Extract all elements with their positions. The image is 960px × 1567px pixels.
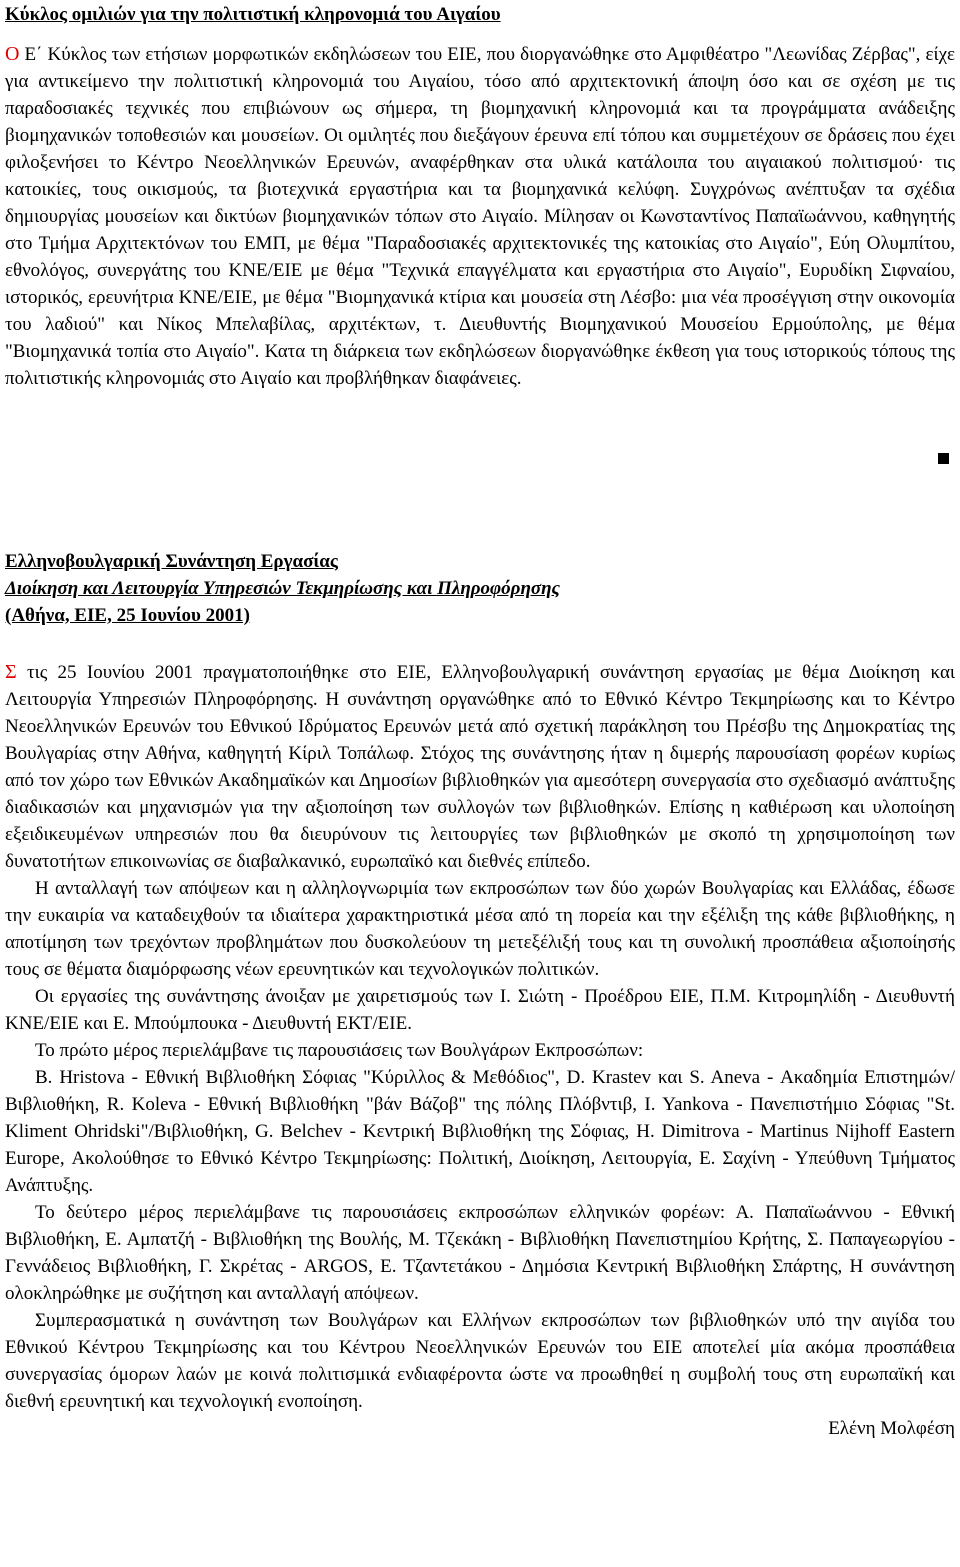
section1-dropcap: Ο	[5, 43, 20, 65]
section2-dropcap: Σ	[5, 661, 17, 683]
section1-title: Κύκλος ομιλιών για την πολιτιστική κληρονομιά του Αιγαίου	[5, 4, 501, 25]
section2-paragraph: Το πρώτο μέρος περιελάμβανε τις παρουσιάσεις των Βουλγάρων Εκπροσώπων:	[35, 1040, 644, 1061]
section2-subtitle: Διοίκηση και Λειτουργία Υπηρεσιών Τεκμηρίωσης και Πληροφόρησης	[5, 578, 561, 599]
author-signature: Ελένη Μολφέση	[828, 1418, 955, 1439]
section2-paragraph-text: τις 25 Ιουνίου 2001 πραγματοποιήθηκε στο ΕΙΕ, Ελληνοβουλγαρική συνάντηση εργασίας με θέμα Διοίκηση και Λειτουργία Υπηρεσιών Πληροφόρησης. Η συνάντηση οργανώθηκε από το Εθνικό Κέντρο Τεκμηρίωσης και το Κέντρο Νεοελληνικών Ερευνών του Εθνικού Ιδρύματος Ερευνών μετά από σχετική παράκληση του Πρέσβυ της Δημοκρατίας της Βουλγαρίας στην Αθήνα, καθηγητή Κίριλ Τοπάλωφ. Στόχος της συνάντησης ήταν η διμερής παρουσίαση φορέων κυρίως από τον χώρο των Εθνικών Ακαδημαϊκών και Δημοσίων βιβλιοθηκών για αμεσότερη συνεργασία στο σχεδιασμό ανάπτυξης διαδικασιών και μηχανισμών για την αξιοποίηση των συλλογών των βιβλιοθηκών. Επίσης η καθιέρωση και υλοποίηση εξειδικευμένων υπηρεσιών που θα διευρύνουν τις λειτουργίες των βιβλιοθηκών με σκοπό τη χρησιμοποίηση των δυνατοτήτων επικοινωνίας σε διαβαλκανικό, ευρωπαϊκό και διεθνές επίπεδο.	[5, 662, 956, 872]
section2-body	[5, 659, 955, 1442]
section2-paragraph: Η ανταλλαγή των απόψεων και η αλληλογνωριμία των εκπροσώπων των δύο χωρών Βουλγαρίας και Ελλάδας, έδωσε την ευκαιρία να καταδειχθούν τα ιδιαίτερα χαρακτηριστικά μέσα από τη πορεία και την εξέλιξη της κάθε βιβλιοθήκης, η αποτίμηση των τρεχόντων προβλημάτων που δυσκολεύουν τη μετεξέλιξή τους και τη συνολική προσπάθεια αξιοποίησής τους σε θέματα διαμόρφωσης νέων ερευνητικών και τεχνολογικών πολιτικών.	[5, 878, 955, 980]
section2-paragraph	[5, 659, 955, 875]
section1-paragraph	[5, 41, 955, 392]
section2-paragraph: Το δεύτερο μέρος περιελάμβανε τις παρουσιάσεις εκπροσώπων ελληνικών φορέων: Α. Παπαϊωάννου - Εθνική Βιβλιοθήκη, Ε. Αμπατζή - Βιβλιοθήκη της Βουλής, Μ. Τζεκάκη - Βιβλιοθήκη Πανεπιστημίου Κρήτης, Σ. Παπαγεωργίου - Γεννάδειος Βιβλιοθήκη, Γ. Σκρέτας - ARGOS, Ε. Τζαντετάκου - Δημόσια Κεντρική Βιβλιοθήκη Σπάρτης, Η συνάντηση ολοκληρώθηκε με συζήτηση και ανταλλαγή απόψεων.	[5, 1202, 955, 1304]
section1-paragraph-text: Ε΄ Κύκλος των ετήσιων μορφωτικών εκδηλώσεων του ΕΙΕ, που διοργανώθηκε στο Αμφιθέατρο "Λεωνίδας Ζέρβας", είχε για αντικείμενο την πολιτιστική κληρονομιά του Αιγαίου, τόσο από αρχιτεκτονική άποψη όσο και σε σχέση με τις παραδοσιακές τεχνικές που επιβιώνουν ως σήμερα, τη βιομηχανική κληρονομιά και τα προγράμματα ανάδειξης βιομηχανικών τοποθεσιών και μουσείων. Οι ομιλητές που διεξάγουν έρευνα επί τόπου και συμμετέχουν σε δράσεις που έχει φιλοξενήσει το Κέντρο Νεοελληνικών Ερευνών, αναφέρθηκαν στα υλικά κατάλοιπα του αιγαιακού πολιτισμού· τις κατοικίες, τους οικισμούς, τα βιοτεχνικά εργαστήρια και τα βιομηχανικά κελύφη. Συγχρόνως ανέπτυξαν τα σχέδια δημιουργίας μουσείων και δικτύων βιομηχανικών τόπων στο Αιγαίο. Μίλησαν οι Κωνσταντίνος Παπαϊωάννου, καθηγητής στο Τμήμα Αρχιτεκτόνων του ΕΜΠ, με θέμα "Παραδοσιακές αρχιτεκτονικές της κατοικίας στο Αιγαίο", Εύη Ολυμπίτου, εθνολόγος, συνεργάτης του ΚΝΕ/ΕΙΕ με θέμα "Τεχνικά επαγγέλματα και εργαστήρια στο Αιγαίο", Ευρυδίκη Σιφναίου, ιστορικός, ερευνήτρια ΚΝΕ/ΕΙΕ, με θέμα "Βιομηχανικά κτίρια και μουσεία στη Λέσβο: μια νέα προσέγγιση στην οικονομία του λαδιού" και Νίκος Μπελαβίλας, αρχιτέκτων, τ. Διευθυντής Βιομηχανικού Μουσείου Ερμούπολης, με θέμα "Βιομηχανικά τοπία στο Αιγαίο". Κατα τη διάρκεια των εκδηλώσεων διοργανώθηκε έκθεση για τους ιστορικούς τόπους της πολιτιστικής κληρονομιάς στο Αιγαίο και προβλήθηκαν διαφάνειες.	[5, 44, 956, 389]
section2-title: Ελληνοβουλγαρική Συνάντηση Εργασίας	[5, 551, 338, 572]
section2-place-date: (Αθήνα, ΕΙΕ, 25 Ιουνίου 2001)	[5, 605, 250, 626]
section2-paragraph: Συμπερασματικά η συνάντηση των Βουλγάρων και Ελλήνων εκπροσώπων των βιβλιοθηκών υπό την αιγίδα του Εθνικού Κέντρου Τεκμηρίωσης και του Κέντρου Νεοελληνικών Ερευνών του ΕΙΕ αποτελεί μία ακόμα προσπάθεια συνεργασίας όμορων λαών με κοινά πολιτισμικά ενδιαφέροντα ώστε να προωθηθεί η συμβολή τους στη ευρωπαϊκή και διεθνή ερευνητική και τεχνολογική ενοποίηση.	[5, 1310, 955, 1412]
section2-heading	[5, 548, 955, 629]
section2-paragraph: B. Hristova - Εθνική Βιβλιοθήκη Σόφιας "Κύριλλος & Μεθόδιος", D. Krastev και S. Aneva - Ακαδημία Επιστημών/Βιβλιοθήκη, R. Koleva - Εθνική Βιβλιοθήκη "βάν Βάζοβ" της πόλης Πλόβντιβ, I. Yankova - Πανεπιστήμιο Σόφιας "St. Kliment Ohridski"/Βιβλιοθήκη, G. Belchev - Κεντρική Βιβλιοθήκη της Σόφιας, H. Dimitrova - Martinus Nijhoff Eastern Europe, Ακολούθησε το Εθνικό Κέντρο Τεκμηρίωσης: Πολιτική, Διοίκηση, Λειτουργία, Ε. Σαχίνη - Υπεύθυνη Τμήματος Ανάπτυξης.	[5, 1067, 955, 1196]
section1-body	[5, 41, 955, 392]
end-of-article-mark	[938, 453, 949, 464]
section2-paragraph: Οι εργασίες της συνάντησης άνοιξαν με χαιρετισμούς των Ι. Σιώτη - Προέδρου ΕΙΕ, Π.Μ. Κιτρομηλίδη - Διευθυντή ΚΝΕ/ΕΙΕ και Ε. Μπούμπουκα - Διευθυντή ΕΚΤ/ΕΙΕ.	[5, 986, 955, 1034]
